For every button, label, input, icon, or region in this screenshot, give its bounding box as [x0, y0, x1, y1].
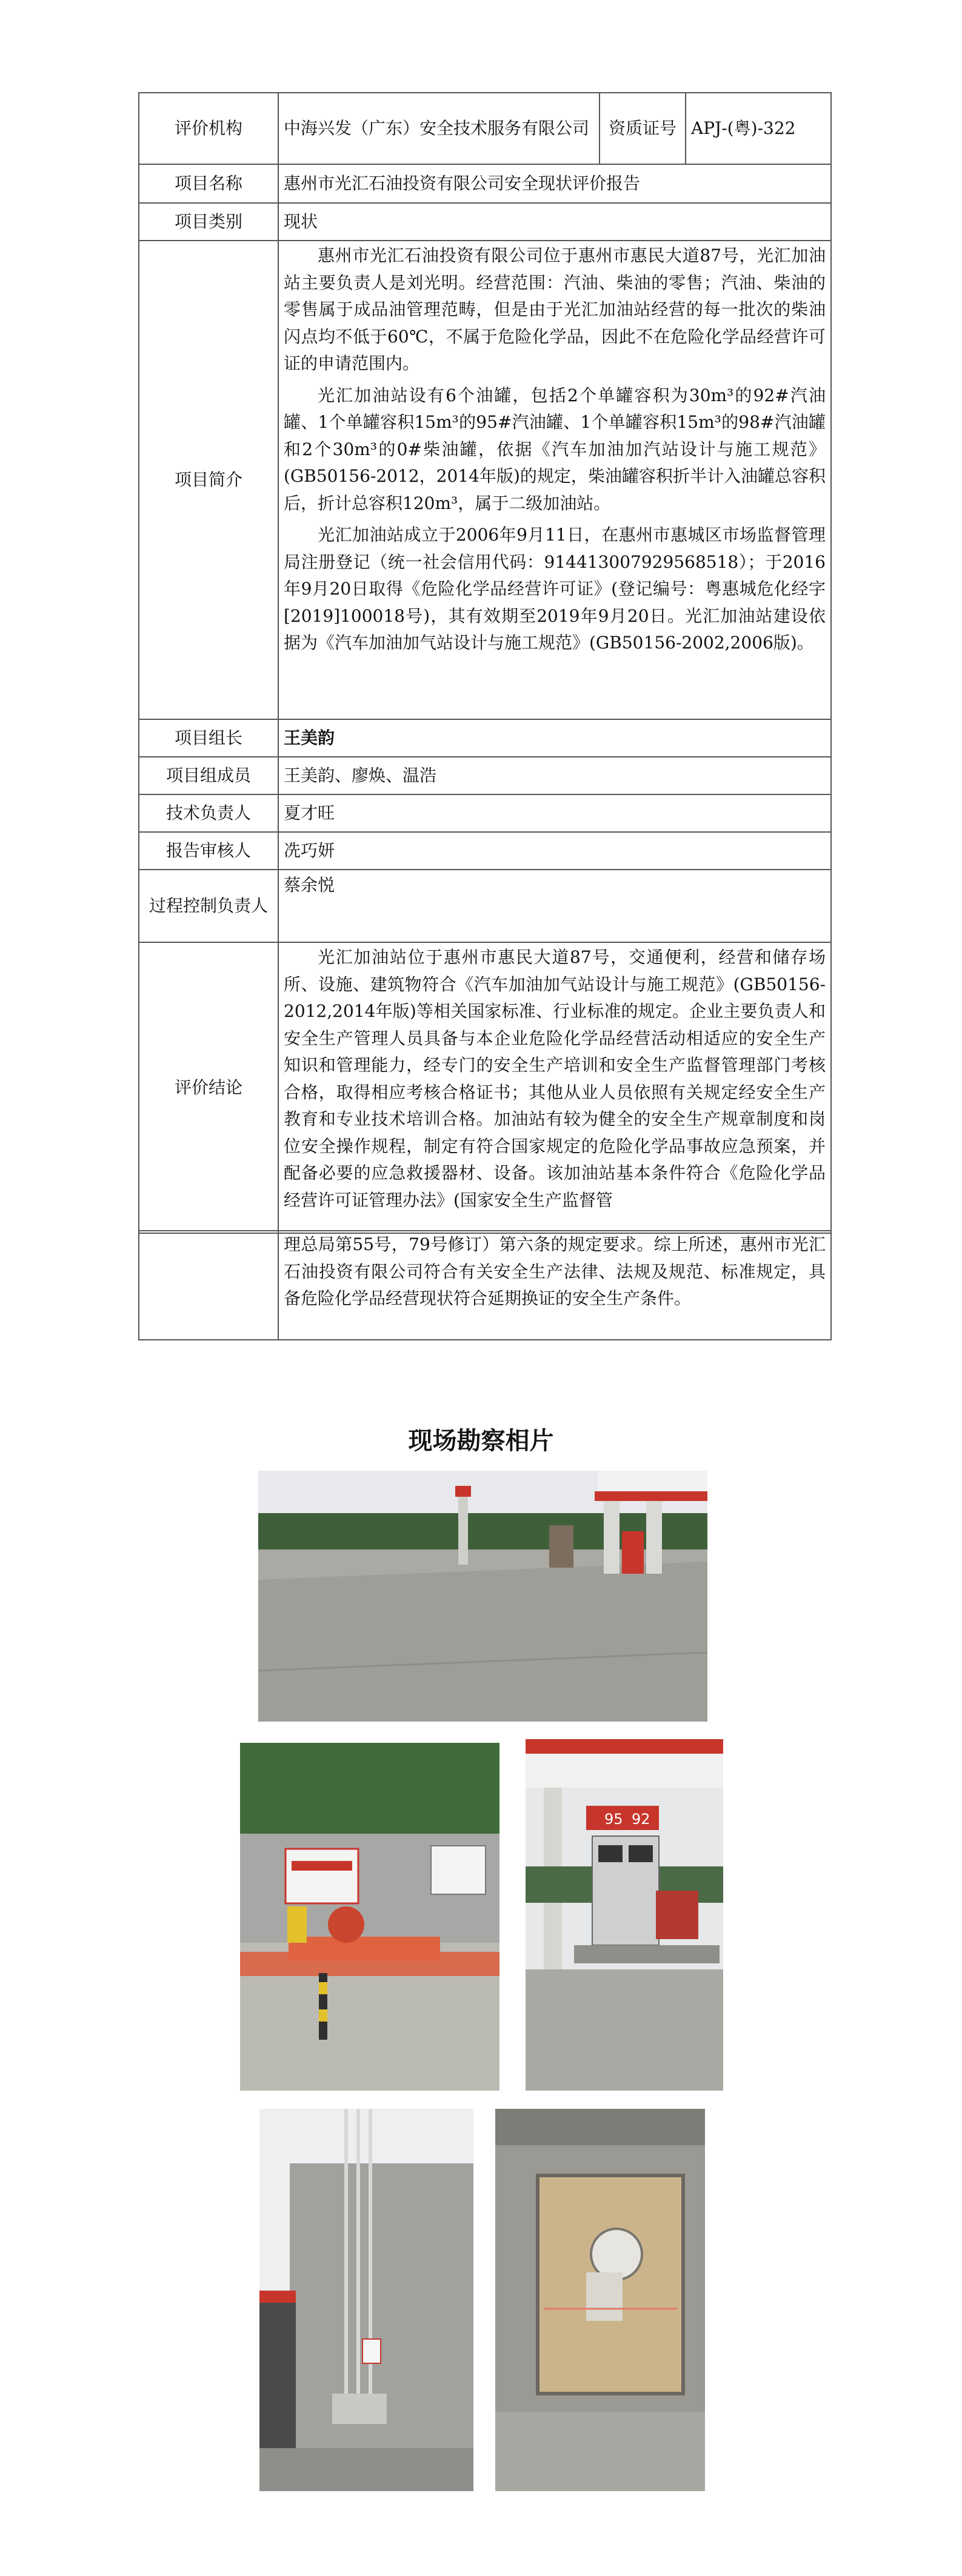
- site-photo-forecourt: [258, 1471, 707, 1722]
- conclusion-text: [278, 942, 831, 1233]
- intro-paragraph-1: 惠州市光汇石油投资有限公司位于惠州市惠民大道87号，光汇加油站主要负责人是刘光明。经营范围：汽油、柴油的零售；汽油、柴油的零售属于成品油管理范畴，但是由于光汇加油站经营的每一批次的柴油闪点均不低于60℃，不属于危险化学品，因此不在危险化学品经营许可证的申请范围内。: [284, 245, 826, 373]
- process-label: 过程控制负责人: [139, 870, 278, 942]
- tank-manhole-image: [495, 2109, 705, 2491]
- site-photo-unloading-area: [240, 1743, 499, 2091]
- tech-value: 夏才旺: [278, 794, 831, 832]
- leader-label: 项目组长: [139, 719, 278, 757]
- reviewer-row: [139, 832, 831, 870]
- members-row: [139, 757, 831, 794]
- project-name-value: 惠州市光汇石油投资有限公司安全现状评价报告: [278, 164, 831, 203]
- cert-value: APJ-(粤)-322: [686, 93, 831, 164]
- process-value: 蔡余悦: [278, 870, 831, 942]
- forecourt-image: [258, 1471, 707, 1722]
- leader-row: [139, 719, 831, 757]
- org-row: [139, 93, 831, 164]
- intro-paragraph-2: 光汇加油站设有6个油罐，包括2个单罐容积为30m³的92#汽油罐、1个单罐容积15m³的95#汽油罐、1个单罐容积15m³的98#汽油罐和2个30m³的0#柴油罐，依据《汽车加油加汽站设计与施工规范》(GB50156-2012，2014年版)的规定，柴油罐容积折半计入油罐总容积后，折计总容积120m³，属于二级加油站。: [284, 385, 826, 513]
- site-photo-tank-manhole: [495, 2109, 705, 2491]
- conclusion-continuation-row: [139, 1231, 831, 1340]
- conclusion-paragraph-2: 理总局第55号，79号修订）第六条的规定要求。综上所述，惠州市光汇石油投资有限公司符合有关安全生产法律、法规及规范、标准规定，具备危险化学品经营现状符合延期换证的安全生产条件。: [284, 1234, 826, 1308]
- site-photo-vent-pipes: [259, 2109, 473, 2491]
- project-type-label: 项目类别: [139, 203, 278, 241]
- photos-section-title: 现场勘察相片: [408, 1426, 554, 1455]
- dispenser-sign-92: 92: [632, 1811, 650, 1828]
- reviewer-label: 报告审核人: [139, 832, 278, 870]
- members-value: 王美韵、廖焕、温浩: [278, 757, 831, 794]
- project-type-value: 现状: [278, 203, 831, 241]
- project-name-label: 项目名称: [139, 164, 278, 203]
- tech-row: [139, 794, 831, 832]
- site-photo-fuel-dispenser: [526, 1739, 723, 2091]
- org-value: 中海兴发（广东）安全技术服务有限公司: [278, 93, 600, 164]
- conclusion-row: [139, 942, 831, 1233]
- org-label: 评价机构: [139, 93, 278, 164]
- project-info-table: [138, 92, 832, 1234]
- intro-row: [139, 241, 831, 719]
- conclusion-paragraph-1: 光汇加油站位于惠州市惠民大道87号，交通便利，经营和储存场所、设施、建筑物符合《汽车加油加气站设计与施工规范》(GB50156-2012,2014年版)等相关国家标准、行业标准的规定。企业主要负责人和安全生产管理人员具备与本企业危险化学品经营活动相适应的安全生产知识和管理能力，经专门的安全生产培训和安全生产监督管理部门考核合格，取得相应考核合格证书；其他从业人员依照有关规定经安全生产教育和专业技术培训合格。加油站有较为健全的安全生产规章制度和岗位安全操作规程，制定有符合国家规定的危险化学品事故应急预案，并配备必要的应急救援器材、设备。该加油站基本条件符合《危险化学品经营许可证管理办法》(国家安全生产监督管: [284, 947, 826, 1210]
- tech-label: 技术负责人: [139, 794, 278, 832]
- conclusion-continuation-text: [278, 1231, 831, 1340]
- conclusion-continuation-label-cell: [139, 1231, 278, 1340]
- intro-label: 项目简介: [139, 241, 278, 719]
- cert-label: 资质证号: [600, 93, 686, 164]
- fuel-dispenser-image: [526, 1739, 723, 2091]
- dispenser-sign-95: 95: [604, 1811, 623, 1828]
- members-label: 项目组成员: [139, 757, 278, 794]
- reviewer-value: 冼巧妍: [278, 832, 831, 870]
- leader-value: 王美韵: [278, 719, 831, 757]
- process-row: [139, 870, 831, 942]
- intro-paragraph-3: 光汇加油站成立于2006年9月11日，在惠州市惠城区市场监督管理局注册登记（统一社会信用代码：91441300792956851​8）；于2016年9月20日取得《危险化学品经营许可证》(登记编号：粤惠城危化经字[2019]100018号)，其有效期至2019年9月20日。光汇加油站建设依据为《汽车加油加气站设计与施工规范》(GB50156-2002,2006版)。: [284, 525, 826, 653]
- unloading-area-image: [240, 1743, 499, 2091]
- project-name-row: [139, 164, 831, 203]
- conclusion-continuation-table: [138, 1230, 832, 1340]
- conclusion-label: 评价结论: [139, 942, 278, 1233]
- vent-pipes-image: [259, 2109, 473, 2491]
- intro-text: [278, 241, 831, 719]
- project-type-row: [139, 203, 831, 241]
